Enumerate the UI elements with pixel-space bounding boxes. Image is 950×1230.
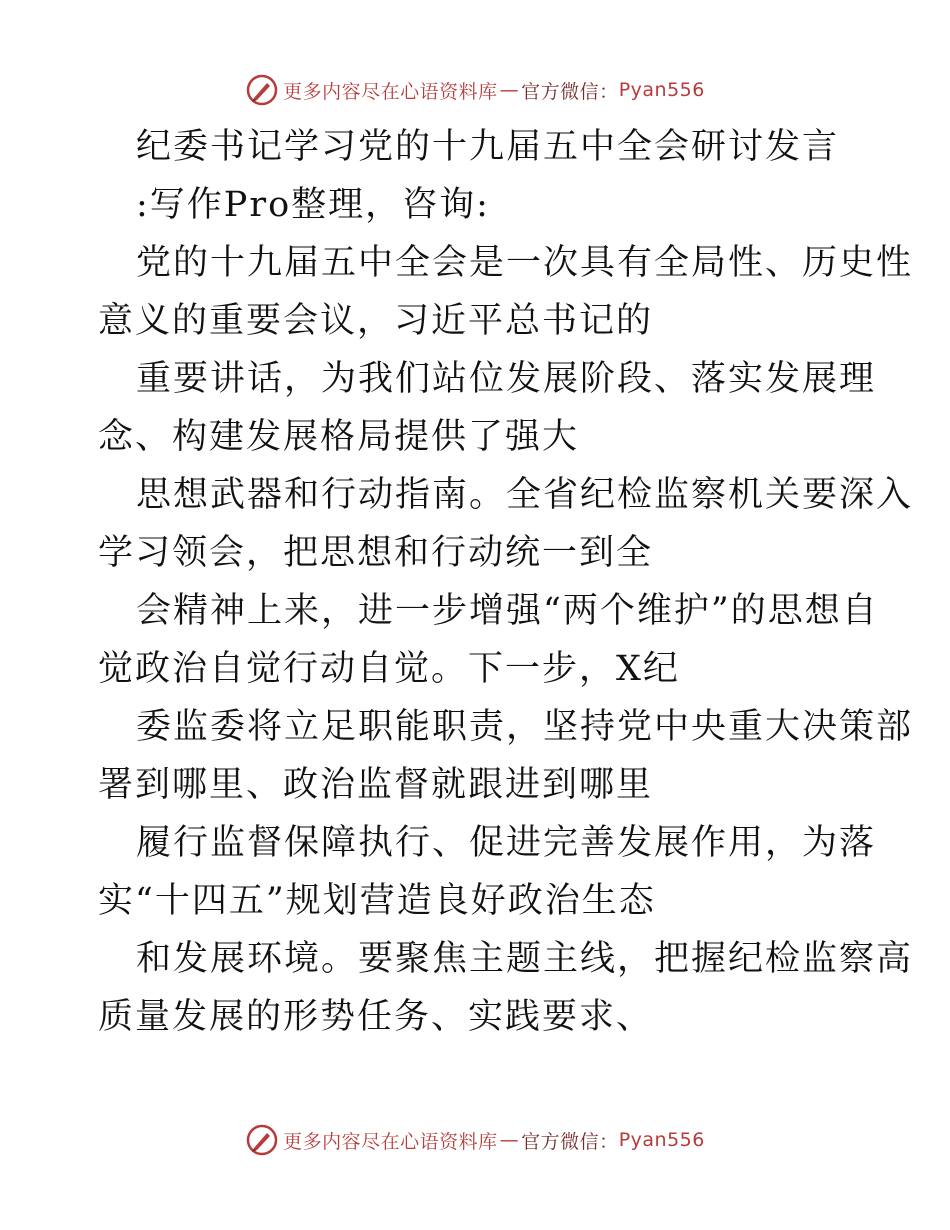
document-line: 重要讲话，为我们站位发展阶段、落实发展理 [136,359,877,399]
document-line: 署到哪里、政治监督就跟进到哪里 [98,765,654,805]
document-line: 党的十九届五中全会是一次具有全局性、历史性 [136,243,914,283]
pen-logo-icon [245,1123,279,1157]
document-line: 履行监督保障执行、促进完善发展作用，为落 [136,823,877,863]
document-line: 学习领会，把思想和行动统一到全 [98,533,654,573]
document-line: 思想武器和行动指南。全省纪检监察机关要深入 [136,475,914,515]
banner-official-label: 官方微信： [521,80,619,103]
banner-dash: — [499,1129,520,1151]
pen-logo-icon [245,73,279,107]
document-line: 实“十四五”规划营造良好政治生态 [98,881,656,921]
document-line: 意义的重要会议，习近平总书记的 [98,301,654,341]
banner-wechat-id: Pyan556 [618,79,705,101]
header-watermark-banner [0,70,950,110]
footer-watermark-banner [0,1120,950,1160]
document-line: :写作Pro整理，咨询: [136,185,490,225]
document-line: 觉政治自觉行动自觉。下一步，X纪 [98,649,680,689]
document-line: 委监委将立足职能职责，坚持党中央重大决策部 [136,707,914,747]
banner-wechat-id: Pyan556 [618,1129,705,1151]
document-line: 会精神上来，进一步增强“两个维护”的思想自 [136,591,879,631]
banner-brand-text: 更多内容尽在心语资料库 [283,80,498,103]
document-line-title: 纪委书记学习党的十九届五中全会研讨发言 [136,127,840,167]
document-line: 和发展环境。要聚焦主题主线，把握纪检监察高 [136,939,914,979]
document-body [98,118,914,1046]
document-line: 质量发展的形势任务、实践要求、 [98,997,654,1037]
document-line: 念、构建发展格局提供了强大 [98,417,580,457]
banner-brand-text: 更多内容尽在心语资料库 [283,1130,498,1153]
banner-official-label: 官方微信： [521,1130,619,1153]
banner-dash: — [499,79,520,101]
